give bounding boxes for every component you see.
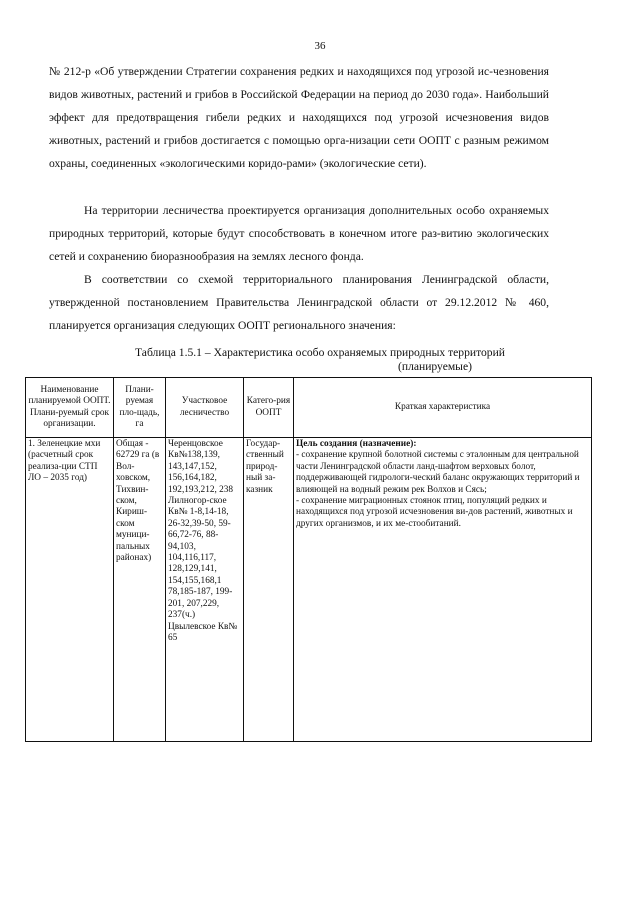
goal-label: Цель создания (назначение): (296, 439, 417, 449)
page-number: 36 (314, 40, 326, 52)
table-caption-line2: (планируемые) (398, 360, 472, 373)
cell-description (294, 438, 592, 742)
paragraph-territorial-plan: В соответствии со схемой территориального планирования Ленинградской области, утвержденной постановлением Правительства Ленинградской области от 29.12.2012 № 460, планируется организация следующих ООПТ регионального значения: (49, 273, 549, 333)
table-row (26, 438, 592, 742)
paragraph-strategy: № 212-р «Об утверждении Стратегии сохранения редких и находящихся под угрозой ис-чезновения видов животных, растений и грибов в Российской Федерации на период до 2030 года». Наибольший эффект для предотвращения гибели редких и находящихся под угрозой исчезновения видов животных, растений и грибов достигается с помощью орга-низации сети ООПТ с разным режимом охраны, соединенных «экологическими коридо-рами» (экологические сети). (49, 65, 549, 171)
header-category: Катего-рия ООПТ (244, 378, 294, 438)
table-caption (40, 346, 600, 374)
header-area: Плани-руемая пло-щадь, га (114, 378, 166, 438)
cell-category: Государ-ственный природ-ный за-казник (244, 438, 294, 742)
header-forestry: Участковое лесничество (166, 378, 244, 438)
header-description: Краткая характеристика (294, 378, 592, 438)
description-text: - сохранение крупной болотной системы с эталонным для центральной части Ленинградской области ланд-шафтом верховых болот, поддерживающей гидрологи-ческий баланс окружающих территорий и влияющей на водный режим рек Волхов и Сясь; - сохранение миграционных стоянок птиц, популяций редких и находящихся под угрозой исчезновения ви-дов растений, животных и других организмов, и их ме-стообитаний. (296, 450, 580, 529)
oopt-table (25, 377, 592, 742)
paragraph-new-oopt: На территории лесничества проектируется организация дополнительных особо охраняемых природных территорий, которые будут способствовать в конечном итоге раз-витию экологических сетей и сохранению биоразнообразия на землях лесного фонда. (49, 204, 549, 264)
table-header-row (26, 378, 592, 438)
cell-area: Общая - 62729 га (в Вол-ховском, Тихвин-ском, Кириш-ском муници-пальных районах) (114, 438, 166, 742)
table-caption-line1: Таблица 1.5.1 – Характеристика особо охраняемых природных территорий (135, 346, 505, 359)
cell-forestry: Черенцовское Кв№138,139, 143,147,152, 156,164,182, 192,193,212, 238 Лилногор-ское Кв№ 1-8,14-18, 26-32,39-50, 59-66,72-76, 88-94,103, 104,116,117, 128,129,141, 154,155,168,1 78,185-187, 199-201, 207,229, 237(ч.) Цвылевское Кв№ 65 (166, 438, 244, 742)
cell-name: 1. Зеленецкие мхи (расчетный срок реализа-ции СТП ЛО – 2035 год) (26, 438, 114, 742)
header-name: Наименование планируемой ООПТ. Плани-руемый срок организации. (26, 378, 114, 438)
